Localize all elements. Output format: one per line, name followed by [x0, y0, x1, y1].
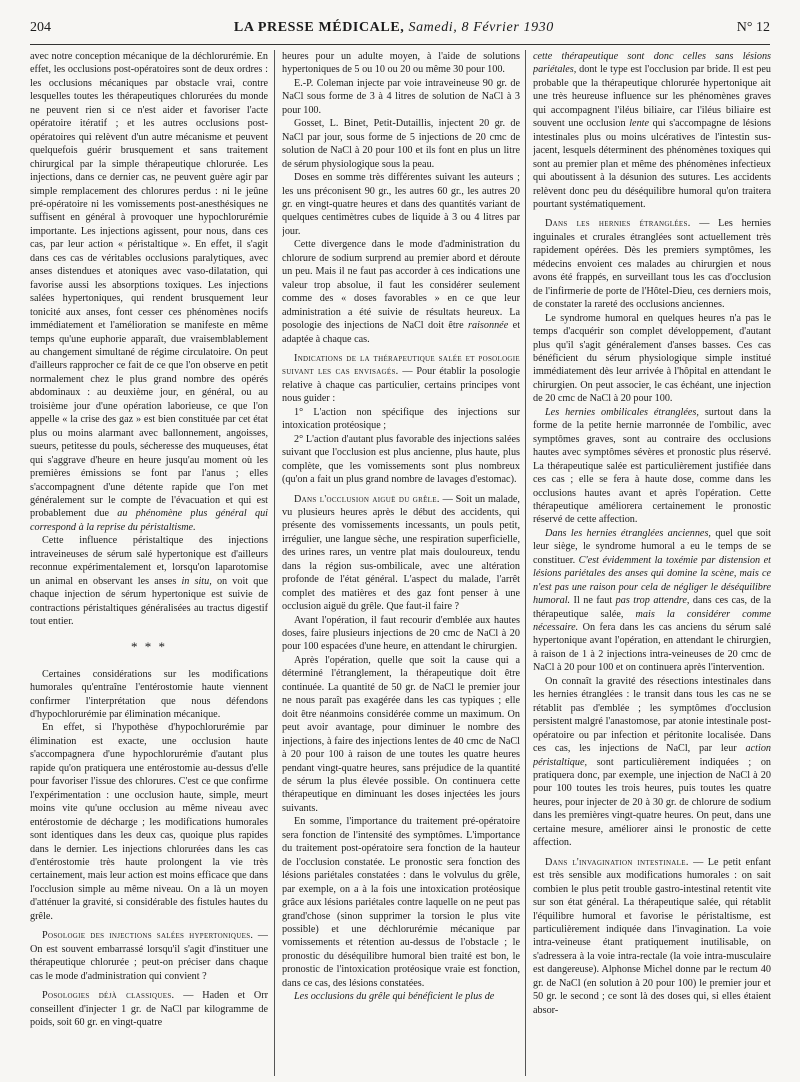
journal-name: LA PRESSE MÉDICALE, — [233, 20, 405, 35]
paragraph: Cette influence péristaltique des injections intraveineuses de sérum salé hypertonique est d'ailleurs reconnue expérimentalement et, lorsqu'on laparotomise un animal en observant les anses in situ, on voit que chaque injection de sérum hypertonique est suivie de contractions péristaltiques généralisées au tractus digestif tout entier. — [30, 535, 268, 628]
paragraph: Certaines considérations sur les modifications humorales qu'entraîne l'entérostomie haute viennent confirmer l'interprétation que nous défendons d'hypochlorurémie par élimination mécanique. — [30, 668, 268, 720]
paragraph: heures pour un adulte moyen, à l'aide de solutions hypertoniques de 5 ou 10 ou 20 ou même 30 pour 100. — [282, 51, 520, 76]
paragraph: On connaît la gravité des résections intestinales dans les hernies étranglées : le transit dans tous les cas ne se rétablit pas d'emblée ; les symptômes d'occlusion persistent malgré l'anastomose, par atonie intestinale post-opératoire ou par infection et péritonite localisée. Dans ces cas, les injections de NaCl, par leur action péristaltique, sont particulièrement indiquées ; on pratiquera donc, par exemple, une injection de NaCl à 20 pour 100 toutes les trois heures, puis toutes les quatre heures, pour injecter de 20 à 30 gr. de chlorure de sodium dans les premières vingt-quatre heures. On peut, dans une certaine mesure, améliorer ainsi le pronostic de cette affection. — [533, 675, 771, 849]
section-heading: Dans les hernies étranglées. — [545, 218, 691, 230]
text-column-right — [533, 50, 771, 1076]
paragraph: En somme, l'importance du traitement pré-opératoire sera fonction de l'intensité des symptômes. L'importance du traitement post-opératoire sera fonction de la hauteur de l'occlusion constatée. Le pronostic sera fonction des lésions pariétales constatées : dans le volvulus du grêle, par exemple, on a à la fois une intoxication protéosique grâce aux lésions pariétales contre laquelle on ne peut pas grand'chose (sinon supprimer la torsion le plus vite possible) et une déchlorurémie mécanique par vomissements et rétention au-dessus de l'obstacle ; le pronostic du déséquilibre humoral bien traité est bon, le pronostic de l'intoxication protéosique vraie est fonction, dans ce cas, des lésions constatées. — [282, 816, 520, 989]
paragraph: avec notre conception mécanique de la déchlorurémie. En effet, les occlusions post-opératoires sont de deux ordres : les occlusions mécaniques par obstacle vrai, contre lesquelles toutes les thérapeutiques chlorurées du monde ne peuvent rien si ce n'est aider et favoriser l'acte opératoire itératif ; et les autres occlusions post-opératoires qui relèvent d'un autre mécanisme et peuvent quelquefois guérir brusquement et sans traitement chirurgical par la simple thérapeutique chlorurée. Les injections, dans ce dernier cas, ne peuvent guère agir par simple remplacement des chlorures perdus : ni le jeûne pré-opératoire ni les vomissements post-anesthésiques ne suffisent en général à provoquer une hypochlorurémie importante. Les injections agissent, pour nous, dans ces cas, par leur action « péristaltique ». En effet, il s'agit dans ces cas de véritables occlusions paralytiques, avec anses distendues et atoniques avec vaso-dilatation, qui favorise aussi les absorptions toxiques. Les injections salées hypertoniques, qui rendent brusquement leur tonicité aux anses, font cesser ces phénomènes nocifs immédiatement et l'amélioration se manifeste en même temps qu'une euphorie apparaît, due vraisemblablement au changement simultané de régime circulatoire. On peut d'ailleurs rapprocher ce fait de ce que l'on observe en petit normalement chez le plus grand nombre des opérés abdominaux : au deuxième jour, en général, ou au troisième jour d'une opération laborieuse, ce que l'on appelle « la crise des gaz » est bien constituée par cet état plus ou moins alarmant avec ballonnement, angoisses, sueurs, petitesse du pouls, sécheresse des muqueuses, état qui s'aggrave d'heure en heure jusqu'au moment où les premières émissions se font par l'anus ; elles s'accompagnent d'une détente rapide que l'on met généralement sur le compte de l'évacuation et qui est probablement due au phénomène plus général qui correspond à la reprise du péristaltisme. — [30, 51, 268, 533]
section-heading: Posologie des injections salées hypertoniques. — [42, 930, 254, 942]
paragraph: Avant l'opération, il faut recourir d'emblée aux hautes doses, faire plusieurs injections de 20 cmc de NaCl à 20 pour 100 espacées d'une heure, en attendant le chirurgien. — [282, 614, 520, 653]
paragraph: Gosset, L. Binet, Petit-Dutaillis, injectent 20 gr. de NaCl par jour, sous forme de 5 injections de 20 cmc de solution de NaCl à 20 pour 100 et ils font en plus un litre de sérum physiologique sous la peau. — [282, 118, 520, 170]
page-header — [30, 20, 770, 45]
paragraph: Doses en somme très différentes suivant les auteurs ; les uns préconisent 90 gr., les autres 60 gr., les autres 20 gr. en vingt-quatre heures et dans des quantités variant de quelques centimètres cubes de liquide à 3 ou 4 litres par jour. — [282, 172, 520, 237]
paragraph: Dans les hernies étranglées anciennes, quel que soit leur siège, le syndrome humoral a eu le temps de se constituer. C'est évidemment la toxémie par distension et lésions pariétales des anses qui domine la scène, mais ce n'est pas une raison pour cela de négliger le déséquilibre humoral. Il ne faut pas trop attendre, dans ces cas, de la thérapeutique salée, mais la considérer comme nécessaire. On fera dans les cas anciens du sérum salé hypertonique avant l'opération, en attendant le chirurgien, à raison de 1 à 2 injections intra-veineuses de 20 cmc de NaCl à 20 pour 100 et on continuera après l'intervention. — [533, 527, 771, 674]
paragraph: Dans les hernies étranglées. — Les hernies inguinales et crurales étranglées sont actuellement très rapidement opérées. Dès les premiers symptômes, les médecins envoient ces malades au chirurgien et nous avons été frappés, en surveillant tous les cas d'occlusion de l'infirmerie de porte de l'Hôtel-Dieu, ces derniers mois, de constater la rareté des occlusions anciennes. — [533, 218, 771, 311]
column-divider — [274, 50, 275, 1076]
section-heading: Dans l'occlusion aiguë du grêle. — [294, 493, 440, 505]
text-column-middle — [282, 50, 520, 1076]
paragraph: Indications de la thérapeutique salée et posologie suivant les cas envisagés. — Pour établir la posologie relative à chaque cas particulier, certains principes vont nous guider : — [282, 352, 520, 405]
section-separator: * * * — [131, 639, 167, 655]
paragraph: Les hernies ombilicales étranglées, surtout dans la forme de la petite hernie marronnée de l'ombilic, avec symptômes graves, sont au contraire des occlusions hautes avec symptômes sévères et pronostic plus réservé. La thérapeutique salée est particulièrement justifiée dans ces cas ; elle se fera à haute dose, comme dans les occlusions hautes avant et après l'opération. Cette thérapeutique améliorera certainement le pronostic réservé de cette affection. — [533, 406, 771, 526]
paragraph: Dans l'occlusion aiguë du grêle. — Soit un malade, vu plusieurs heures après le début des accidents, qui présente des vomissements incessants, un pouls petit, irrégulier, une langue sèche, une respiration superficielle, des urines rares, un ventre plat mais douloureux, tendu dans la région sus-ombilicale, avec une altération profonde de l'état général. L'aspect du malade, l'arrêt complet des matières et des gaz font penser à une occlusion aiguë du grêle. Que faut-il faire ? — [282, 493, 520, 613]
paragraph: Le syndrome humoral en quelques heures n'a pas le temps d'acquérir son complet développement, d'autant plus qu'il s'agit généralement d'anses basses. Ces cas bénéficient du sérum physiologique simple institué immédiatement dès leur arrivée à l'hôpital en attendant le chirurgien. On peut associer, le cas échéant, une injection de 20 cmc de NaCl à 20 pour 100. — [533, 312, 771, 405]
issue-date: Samedi, 8 Février 1930 — [408, 20, 554, 35]
section-heading: Posologies déjà classiques. — [42, 990, 175, 1002]
paragraph: 2° L'action d'autant plus favorable des injections salées suivant que l'occlusion est plus ancienne, plus haute, plus complète, que les vomissements sont plus nombreux (qu'on a fait un plus grand nombre de lavages d'estomac). — [282, 433, 520, 486]
paragraph: En effet, si l'hypothèse d'hypochlorurémie par élimination est exacte, une occlusion haute s'accompagnera d'une hypochlorurémie d'autant plus rapide qu'on pratiquera une entérostomie au-dessus d'elle pour favoriser l'issue des chlorures. C'est ce que confirme l'expérimentation : une occlusion haute, simple, meurt moins vite qu'une occlusion au même niveau avec entérostomie de décharge ; les modifications humorales sont identiques dans les deux cas, quoique plus rapides dans le dernier. Les injections chlorurées dans les cas d'entérostomie très haute prolongent la vie très certainement, mais leur action est moins efficace que dans l'occlusion simple au même niveau. On a là un moyen d'atténuer la gravité, si considérable des fistules hautes du grêle. — [30, 722, 268, 922]
issue-number: N° 12 — [736, 20, 770, 35]
paragraph: Après l'opération, quelle que soit la cause qui a déterminé l'étranglement, la thérapeutique doit être continuée. La quantité de 50 gr. de NaCl le premier jour ne nous paraît pas exagérée dans les cas typiques ; elle doit être néanmoins considérée comme un maximum. On peut avoir avantage, pour diminuer le nombre des injections, à faire des injections lentes de 40 cmc de NaCl à 20 pour 100 à raison de une toutes les quatre heures pendant vingt-quatre heures, sans préjudice de la quantité de sérum la plus élevée possible. On continuera cette thérapeutique en diminuant les doses injectées les jours suivants. — [282, 654, 520, 814]
paragraph: Cette divergence dans le mode d'administration du chlorure de sodium surprend au premier abord et déroute un peu. Mais il ne faut pas accorder à ces indications une valeur trop absolue, il faut les considérer seulement comme des « doses favorables » en ce que leur administration a été suivie de résultats heureux. La posologie des injections de NaCl doit être raisonnée et adaptée à chaque cas. — [282, 239, 520, 345]
paragraph: Les occlusions du grêle qui bénéficient le plus de — [294, 991, 495, 1003]
column-divider — [525, 50, 526, 1076]
paragraph: cette thérapeutique sont donc celles sans lésions pariétales, dont le type est l'occlusion par bride. Il est peu probable que la thérapeutique chlorurée hypertonique ait une très heureuse influence sur les phénomènes graves qui accompagnent l'iléus biliaire, car l'iléus biliaire est souvent une occlusion lente qui s'accompagne de lésions intestinales plus ou moins ulcératives de l'intestin sus-jacent, lesquels déterminent des phénomènes toxiques qui sont au premier plan et même des phénomènes infectieux qui aboutissent à la désunion des sutures. Les accidents relèvent donc peu du déséquilibre humoral qu'on traitera pourtant systématiquement. — [533, 51, 771, 210]
paragraph: 1° L'action non spécifique des injections sur intoxication protéosique ; — [282, 406, 520, 432]
text-column-left — [30, 50, 268, 1076]
paragraph: Posologie des injections salées hypertoniques. — On est souvent embarrassé lorsqu'il s'agit d'instituer une thérapeutique chlorurée ; peut-on préciser dans chaque cas le mode d'administration qui convient ? — [30, 930, 268, 982]
paragraph: Dans l'invagination intestinale. — Le petit enfant est très sensible aux modifications humorales : on sait combien le plus petit trouble gastro-intestinal retentit vite sur son état général. La thérapeutique salée, qui rétablit l'équilibre humoral et favorise le péristaltisme, est particulièrement indiquée dans l'invagination. La voie intra-veineuse étant pratiquement inutilisable, on s'adressera à la voie intra-rectale (la voie intra-musculaire est dangereuse). Alphonse Michel donne par le rectum 40 gr. de NaCl (en solution à 20 pour 100) le premier jour et 50 gr. le second ; ce sont là des doses qui, si elles étaient absor- — [533, 856, 771, 1016]
running-title — [234, 20, 554, 36]
page-number: 204 — [30, 20, 51, 35]
section-heading: Dans l'invagination intestinale. — [545, 856, 689, 868]
paragraph: Posologies déjà classiques. — Haden et Orr conseillent d'injecter 1 gr. de NaCl par kilogramme de poids, soit 60 gr. en vingt-quatre — [30, 990, 268, 1028]
paragraph: E.-P. Coleman injecte par voie intraveineuse 90 gr. de NaCl sous forme de 3 à 4 litres de solution de NaCl à 3 pour 100. — [282, 77, 520, 116]
section-heading: Indications de la thérapeutique salée et posologie suivant les cas envisagés. — [282, 352, 520, 378]
